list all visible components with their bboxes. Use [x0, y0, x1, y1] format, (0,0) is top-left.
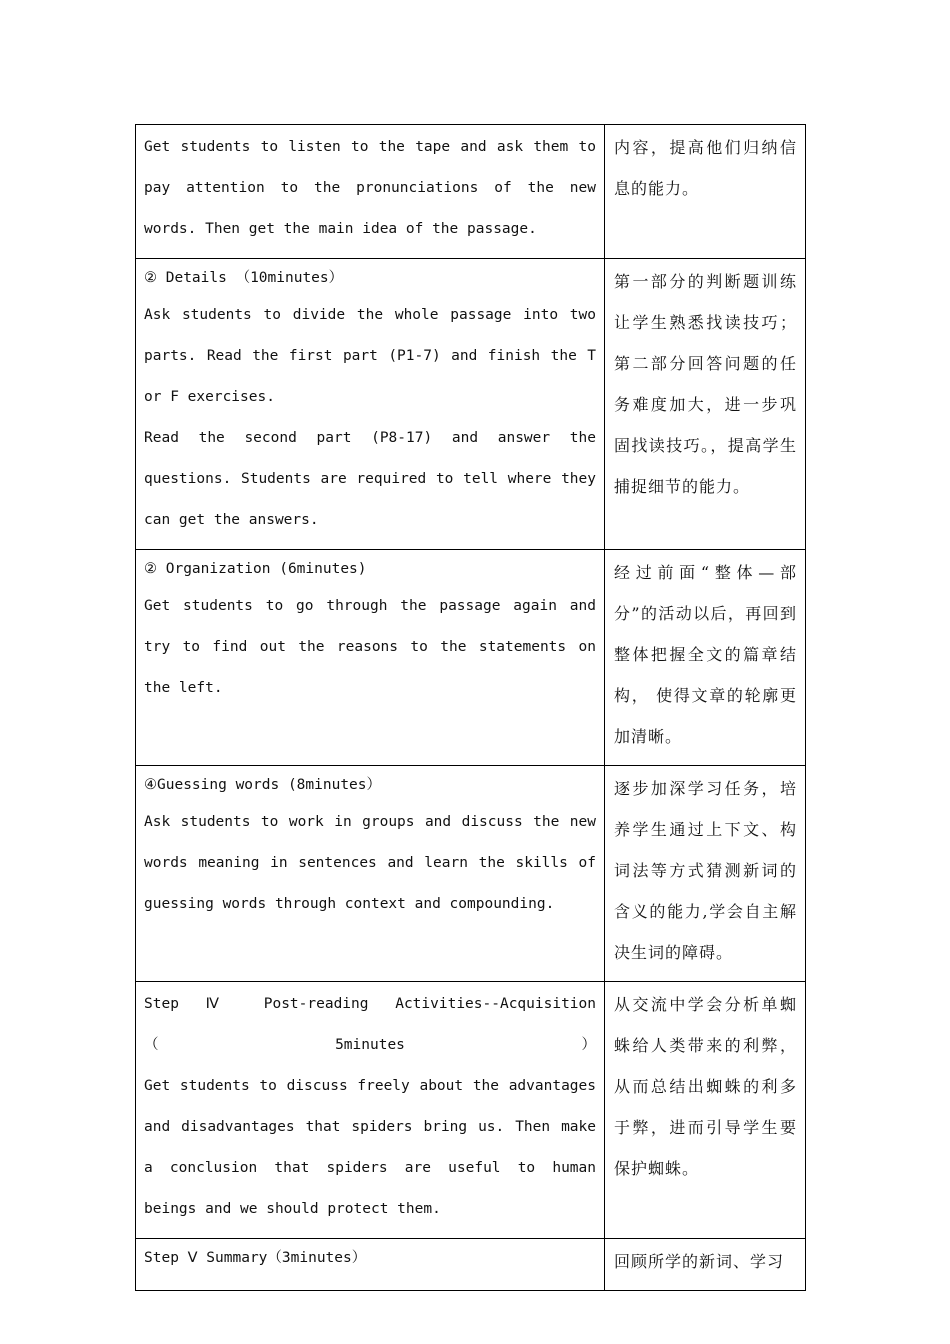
step-heading: Step Ⅳ Post-reading Activities--Acquisition（5minutes）	[144, 996, 596, 1053]
procedure-text: Ask students to divide the whole passage into two parts. Read the first part (P1-7) and finish the T or F exercises.	[144, 307, 596, 405]
procedure-cell	[136, 550, 605, 766]
table-row	[136, 259, 806, 550]
purpose-cell	[605, 982, 806, 1239]
procedure-cell	[136, 982, 605, 1239]
procedure-text: Get students to go through the passage again and try to find out the reasons to the statements on the left.	[144, 598, 596, 696]
procedure-cell	[136, 125, 605, 259]
purpose-text: 从交流中学会分析单蜘蛛给人类带来的利弊，从而总结出蜘蛛的利多于弊，进而引导学生要保护蜘蛛。	[614, 995, 797, 1178]
section-heading: ② Organization (6minutes)	[144, 561, 367, 577]
procedure-cell	[136, 259, 605, 550]
section-heading: ② Details （10minutes）	[144, 270, 344, 286]
lesson-plan-table	[135, 124, 806, 1291]
table-row	[136, 1239, 806, 1291]
purpose-cell	[605, 259, 806, 550]
table-row	[136, 550, 806, 766]
procedure-text: Ask students to work in groups and discuss the new words meaning in sentences and learn the skills of guessing words through context and compounding.	[144, 814, 596, 912]
table-row	[136, 125, 806, 259]
purpose-text: 经过前面“整体—部分”的活动以后，再回到整体把握全文的篇章结构， 使得文章的轮廓更加清晰。	[614, 563, 797, 746]
table-row	[136, 982, 806, 1239]
procedure-cell	[136, 766, 605, 982]
purpose-cell	[605, 766, 806, 982]
purpose-text: 回顾所学的新词、学习	[614, 1252, 785, 1271]
purpose-text: 逐步加深学习任务，培养学生通过上下文、构词法等方式猜测新词的含义的能力,学会自主解决生词的障碍。	[614, 779, 797, 962]
section-heading: ④Guessing words (8minutes）	[144, 777, 382, 793]
purpose-text: 第一部分的判断题训练让学生熟悉找读技巧；第二部分回答问题的任务难度加大，进一步巩固找读技巧。，提高学生捕捉细节的能力。	[614, 272, 797, 496]
procedure-text: Get students to listen to the tape and ask them to pay attention to the pronunciations of the new words. Then get the main idea of the passage.	[144, 139, 596, 237]
purpose-cell	[605, 550, 806, 766]
procedure-cell	[136, 1239, 605, 1291]
section-heading: Step Ⅴ Summary（3minutes）	[144, 1250, 367, 1266]
purpose-cell	[605, 125, 806, 259]
procedure-text: Read the second part (P8-17) and answer the questions. Students are required to tell where they can get the answers.	[144, 430, 596, 528]
purpose-cell	[605, 1239, 806, 1291]
procedure-text: Get students to discuss freely about the advantages and disadvantages that spiders bring us. Then make a conclusion that spiders are useful to human beings and we should protect them.	[144, 1078, 596, 1217]
purpose-text: 内容，提高他们归纳信息的能力。	[614, 138, 797, 198]
table-row	[136, 766, 806, 982]
